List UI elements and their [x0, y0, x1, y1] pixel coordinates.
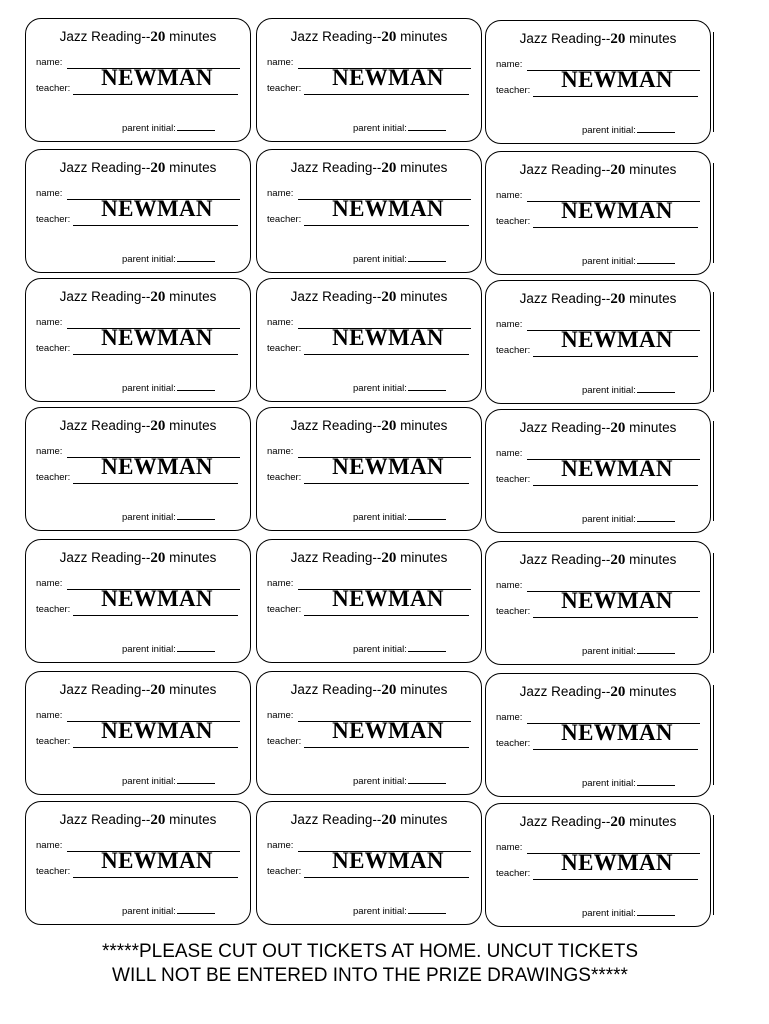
teacher-label: teacher: — [496, 345, 531, 356]
parent-initial-field — [582, 124, 675, 136]
parent-initial-line — [408, 775, 446, 784]
parent-initial-label: parent initial: — [122, 906, 176, 917]
teacher-name: NEWMAN — [561, 456, 673, 481]
parent-initial-label: parent initial: — [582, 385, 636, 396]
ticket-title: Jazz Reading--20 minutes — [519, 552, 677, 568]
cut-out-notice: *****PLEASE CUT OUT TICKETS AT HOME. UNCUT TICKETS WILL NOT BE ENTERED INTO THE PRIZE DRAWINGS***** — [102, 941, 638, 986]
ticket-edge-line — [713, 292, 714, 392]
parent-initial-line — [408, 382, 446, 391]
name-label: name: — [267, 840, 294, 851]
teacher-line — [304, 747, 469, 748]
name-label: name: — [36, 317, 63, 328]
name-label: name: — [36, 188, 63, 199]
parent-initial-field — [353, 775, 446, 787]
teacher-name: NEWMAN — [332, 196, 444, 221]
parent-initial-label: parent initial: — [582, 778, 636, 789]
reading-ticket — [485, 673, 711, 797]
teacher-line — [73, 354, 238, 355]
teacher-name: NEWMAN — [332, 718, 444, 743]
teacher-label: teacher: — [267, 214, 302, 225]
parent-initial-line — [177, 382, 215, 391]
teacher-label: teacher: — [496, 474, 531, 485]
teacher-label: teacher: — [496, 738, 531, 749]
name-label: name: — [36, 710, 63, 721]
ticket-title: Jazz Reading--20 minutes — [59, 289, 217, 305]
parent-initial-label: parent initial: — [353, 512, 407, 523]
parent-initial-label: parent initial: — [353, 383, 407, 394]
parent-initial-field — [353, 382, 446, 394]
parent-initial-field — [122, 905, 215, 917]
teacher-name: NEWMAN — [332, 586, 444, 611]
teacher-line — [73, 94, 238, 95]
parent-initial-field — [122, 775, 215, 787]
reading-ticket — [485, 541, 711, 665]
name-label: name: — [496, 842, 523, 853]
teacher-name: NEWMAN — [332, 65, 444, 90]
parent-initial-field — [122, 643, 215, 655]
reading-ticket — [256, 18, 482, 142]
ticket-title: Jazz Reading--20 minutes — [519, 31, 677, 47]
teacher-label: teacher: — [267, 866, 302, 877]
reading-ticket — [256, 671, 482, 795]
teacher-line — [73, 225, 238, 226]
name-label: name: — [267, 188, 294, 199]
name-label: name: — [267, 57, 294, 68]
teacher-name: NEWMAN — [561, 327, 673, 352]
name-label: name: — [496, 580, 523, 591]
parent-initial-label: parent initial: — [122, 383, 176, 394]
teacher-line — [304, 877, 469, 878]
parent-initial-field — [353, 511, 446, 523]
teacher-line — [533, 356, 698, 357]
parent-initial-field — [582, 907, 675, 919]
ticket-edge-line — [713, 685, 714, 785]
name-label: name: — [36, 578, 63, 589]
teacher-line — [304, 615, 469, 616]
teacher-line — [533, 749, 698, 750]
teacher-name: NEWMAN — [561, 198, 673, 223]
teacher-label: teacher: — [267, 604, 302, 615]
parent-initial-line — [637, 777, 675, 786]
ticket-title: Jazz Reading--20 minutes — [59, 550, 217, 566]
ticket-title: Jazz Reading--20 minutes — [519, 684, 677, 700]
teacher-label: teacher: — [496, 85, 531, 96]
teacher-label: teacher: — [267, 343, 302, 354]
reading-ticket — [485, 20, 711, 144]
ticket-title: Jazz Reading--20 minutes — [519, 420, 677, 436]
name-label: name: — [36, 57, 63, 68]
teacher-name: NEWMAN — [332, 454, 444, 479]
teacher-label: teacher: — [36, 604, 71, 615]
reading-ticket — [485, 409, 711, 533]
parent-initial-field — [122, 122, 215, 134]
parent-initial-line — [177, 905, 215, 914]
teacher-label: teacher: — [496, 216, 531, 227]
reading-ticket — [256, 407, 482, 531]
parent-initial-line — [408, 511, 446, 520]
teacher-label: teacher: — [36, 214, 71, 225]
teacher-label: teacher: — [36, 472, 71, 483]
teacher-name: NEWMAN — [101, 848, 213, 873]
parent-initial-field — [353, 643, 446, 655]
teacher-label: teacher: — [36, 343, 71, 354]
name-label: name: — [496, 712, 523, 723]
name-label: name: — [36, 446, 63, 457]
ticket-title: Jazz Reading--20 minutes — [59, 812, 217, 828]
reading-ticket — [485, 803, 711, 927]
teacher-line — [304, 483, 469, 484]
teacher-label: teacher: — [267, 83, 302, 94]
parent-initial-field — [122, 253, 215, 265]
parent-initial-line — [637, 124, 675, 133]
parent-initial-label: parent initial: — [122, 512, 176, 523]
parent-initial-field — [582, 777, 675, 789]
reading-ticket — [256, 278, 482, 402]
teacher-line — [533, 879, 698, 880]
reading-ticket — [256, 539, 482, 663]
parent-initial-label: parent initial: — [582, 125, 636, 136]
teacher-line — [73, 747, 238, 748]
teacher-name: NEWMAN — [101, 325, 213, 350]
teacher-name: NEWMAN — [332, 848, 444, 873]
parent-initial-line — [177, 122, 215, 131]
teacher-name: NEWMAN — [101, 65, 213, 90]
parent-initial-field — [353, 253, 446, 265]
teacher-label: teacher: — [36, 83, 71, 94]
ticket-title: Jazz Reading--20 minutes — [59, 160, 217, 176]
parent-initial-line — [177, 775, 215, 784]
name-label: name: — [496, 190, 523, 201]
ticket-title: Jazz Reading--20 minutes — [290, 160, 448, 176]
teacher-name: NEWMAN — [561, 67, 673, 92]
ticket-title: Jazz Reading--20 minutes — [59, 682, 217, 698]
parent-initial-line — [637, 907, 675, 916]
parent-initial-field — [582, 645, 675, 657]
reading-ticket — [25, 18, 251, 142]
reading-ticket — [25, 278, 251, 402]
teacher-line — [304, 354, 469, 355]
parent-initial-label: parent initial: — [582, 646, 636, 657]
parent-initial-line — [408, 253, 446, 262]
ticket-title: Jazz Reading--20 minutes — [290, 29, 448, 45]
teacher-line — [304, 94, 469, 95]
teacher-line — [73, 483, 238, 484]
parent-initial-line — [408, 643, 446, 652]
parent-initial-line — [177, 643, 215, 652]
teacher-line — [73, 877, 238, 878]
ticket-edge-line — [713, 32, 714, 132]
ticket-edge-line — [713, 553, 714, 653]
parent-initial-label: parent initial: — [582, 514, 636, 525]
parent-initial-line — [637, 513, 675, 522]
reading-ticket — [25, 671, 251, 795]
teacher-name: NEWMAN — [561, 588, 673, 613]
reading-ticket — [485, 280, 711, 404]
ticket-edge-line — [713, 421, 714, 521]
name-label: name: — [267, 710, 294, 721]
parent-initial-line — [637, 645, 675, 654]
reading-ticket — [256, 149, 482, 273]
parent-initial-line — [177, 511, 215, 520]
parent-initial-label: parent initial: — [582, 908, 636, 919]
parent-initial-label: parent initial: — [353, 123, 407, 134]
teacher-label: teacher: — [36, 736, 71, 747]
reading-ticket — [25, 539, 251, 663]
name-label: name: — [267, 446, 294, 457]
teacher-line — [533, 96, 698, 97]
ticket-title: Jazz Reading--20 minutes — [290, 418, 448, 434]
reading-ticket — [256, 801, 482, 925]
parent-initial-line — [637, 255, 675, 264]
parent-initial-field — [122, 382, 215, 394]
ticket-edge-line — [713, 815, 714, 915]
teacher-name: NEWMAN — [561, 720, 673, 745]
name-label: name: — [267, 578, 294, 589]
teacher-name: NEWMAN — [101, 718, 213, 743]
parent-initial-label: parent initial: — [122, 254, 176, 265]
ticket-title: Jazz Reading--20 minutes — [519, 291, 677, 307]
parent-initial-label: parent initial: — [353, 776, 407, 787]
parent-initial-label: parent initial: — [122, 123, 176, 134]
parent-initial-field — [353, 122, 446, 134]
reading-ticket — [25, 407, 251, 531]
name-label: name: — [496, 319, 523, 330]
parent-initial-label: parent initial: — [353, 254, 407, 265]
reading-ticket — [485, 151, 711, 275]
ticket-title: Jazz Reading--20 minutes — [290, 289, 448, 305]
parent-initial-line — [408, 905, 446, 914]
ticket-title: Jazz Reading--20 minutes — [519, 162, 677, 178]
ticket-title: Jazz Reading--20 minutes — [519, 814, 677, 830]
ticket-title: Jazz Reading--20 minutes — [290, 812, 448, 828]
parent-initial-label: parent initial: — [122, 776, 176, 787]
ticket-title: Jazz Reading--20 minutes — [290, 682, 448, 698]
name-label: name: — [496, 59, 523, 70]
parent-initial-line — [177, 253, 215, 262]
name-label: name: — [36, 840, 63, 851]
teacher-name: NEWMAN — [101, 454, 213, 479]
parent-initial-label: parent initial: — [122, 644, 176, 655]
ticket-title: Jazz Reading--20 minutes — [59, 418, 217, 434]
teacher-line — [73, 615, 238, 616]
parent-initial-field — [122, 511, 215, 523]
teacher-label: teacher: — [36, 866, 71, 877]
parent-initial-label: parent initial: — [582, 256, 636, 267]
ticket-edge-line — [713, 163, 714, 263]
name-label: name: — [496, 448, 523, 459]
teacher-name: NEWMAN — [561, 850, 673, 875]
teacher-name: NEWMAN — [332, 325, 444, 350]
teacher-label: teacher: — [496, 606, 531, 617]
ticket-title: Jazz Reading--20 minutes — [59, 29, 217, 45]
parent-initial-field — [582, 513, 675, 525]
teacher-line — [533, 617, 698, 618]
parent-initial-line — [408, 122, 446, 131]
teacher-name: NEWMAN — [101, 196, 213, 221]
parent-initial-field — [353, 905, 446, 917]
parent-initial-field — [582, 384, 675, 396]
teacher-label: teacher: — [496, 868, 531, 879]
reading-ticket — [25, 149, 251, 273]
parent-initial-label: parent initial: — [353, 644, 407, 655]
teacher-label: teacher: — [267, 472, 302, 483]
reading-ticket — [25, 801, 251, 925]
name-label: name: — [267, 317, 294, 328]
parent-initial-label: parent initial: — [353, 906, 407, 917]
teacher-line — [304, 225, 469, 226]
teacher-line — [533, 227, 698, 228]
parent-initial-field — [582, 255, 675, 267]
ticket-title: Jazz Reading--20 minutes — [290, 550, 448, 566]
teacher-label: teacher: — [267, 736, 302, 747]
teacher-line — [533, 485, 698, 486]
parent-initial-line — [637, 384, 675, 393]
teacher-name: NEWMAN — [101, 586, 213, 611]
